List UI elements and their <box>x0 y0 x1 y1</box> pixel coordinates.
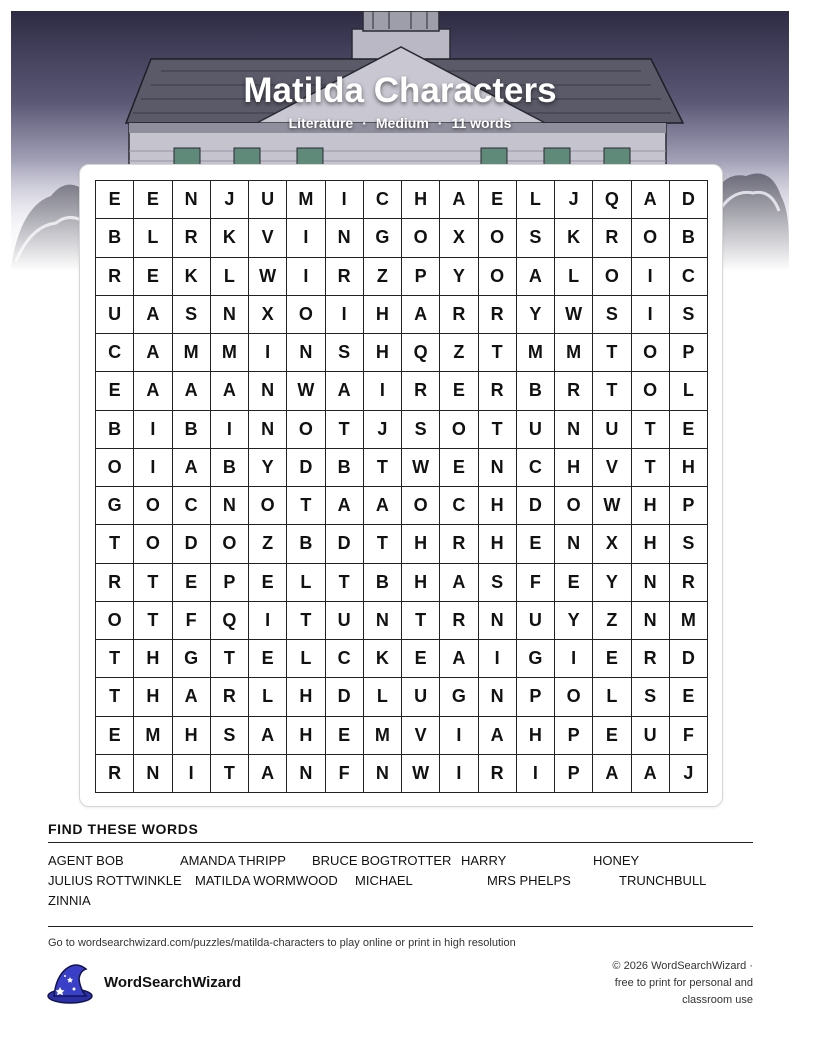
word-list-item: ZINNIA <box>48 893 91 908</box>
page-title: Matilda Characters <box>243 71 557 110</box>
grid-cell[interactable]: H <box>632 525 670 563</box>
grid-cell[interactable]: A <box>364 487 402 525</box>
grid-cell[interactable]: A <box>249 755 287 793</box>
grid-cell[interactable]: G <box>517 640 555 678</box>
grid-cell[interactable]: T <box>211 640 249 678</box>
grid-cell[interactable]: P <box>670 334 708 372</box>
copyright-line: free to print for personal and <box>614 977 753 989</box>
grid-cell[interactable]: F <box>173 602 211 640</box>
grid-cell[interactable]: O <box>555 487 593 525</box>
grid-cell[interactable]: Z <box>440 334 478 372</box>
grid-cell[interactable]: J <box>555 181 593 219</box>
grid-cell[interactable]: M <box>211 334 249 372</box>
grid-cell[interactable]: A <box>249 717 287 755</box>
grid-cell[interactable]: O <box>211 525 249 563</box>
category-label: Literature <box>288 115 354 131</box>
grid-cell[interactable]: R <box>211 678 249 716</box>
grid-cell[interactable]: Y <box>517 296 555 334</box>
grid-cell[interactable]: O <box>287 411 325 449</box>
grid-cell[interactable]: I <box>440 755 478 793</box>
brand-name: WordSearchWizard <box>104 974 242 991</box>
grid-cell[interactable]: F <box>670 717 708 755</box>
grid-cell[interactable]: D <box>670 640 708 678</box>
grid-cell[interactable]: G <box>96 487 134 525</box>
grid-cell[interactable]: S <box>632 678 670 716</box>
grid-cell[interactable]: A <box>173 678 211 716</box>
grid-cell[interactable]: R <box>670 564 708 602</box>
grid-cell[interactable]: P <box>555 755 593 793</box>
grid-cell[interactable]: R <box>96 258 134 296</box>
grid-cell[interactable]: C <box>326 640 364 678</box>
grid-cell[interactable]: E <box>96 372 134 410</box>
grid-cell[interactable]: A <box>134 372 172 410</box>
grid-cell[interactable]: U <box>326 602 364 640</box>
grid-cell[interactable]: G <box>364 219 402 257</box>
grid-cell[interactable]: L <box>517 181 555 219</box>
grid-cell[interactable]: T <box>211 755 249 793</box>
grid-cell[interactable]: N <box>632 602 670 640</box>
grid-cell[interactable]: U <box>517 602 555 640</box>
grid-cell[interactable]: U <box>402 678 440 716</box>
word-list-item: HARRY <box>461 853 507 868</box>
grid-cell[interactable]: I <box>326 181 364 219</box>
grid-cell[interactable]: N <box>249 411 287 449</box>
grid-cell[interactable]: N <box>555 525 593 563</box>
grid-cell[interactable]: E <box>402 640 440 678</box>
grid-cell[interactable]: A <box>632 755 670 793</box>
grid-cell[interactable]: P <box>402 258 440 296</box>
grid-cell[interactable]: O <box>402 487 440 525</box>
grid-cell[interactable]: M <box>173 334 211 372</box>
grid-cell[interactable]: E <box>249 564 287 602</box>
grid-cell[interactable]: O <box>287 296 325 334</box>
grid-cell[interactable]: R <box>440 296 478 334</box>
grid-cell[interactable]: A <box>134 296 172 334</box>
grid-cell[interactable]: I <box>364 372 402 410</box>
grid-cell[interactable]: O <box>593 258 631 296</box>
grid-cell[interactable]: R <box>632 640 670 678</box>
grid-cell[interactable]: U <box>96 296 134 334</box>
grid-cell[interactable]: O <box>134 525 172 563</box>
grid-cell[interactable]: X <box>440 219 478 257</box>
grid-cell[interactable]: H <box>364 296 402 334</box>
meta-separator: · <box>362 115 367 131</box>
grid-cell[interactable]: D <box>326 525 364 563</box>
grid-cell[interactable]: I <box>632 296 670 334</box>
grid-cell[interactable]: I <box>517 755 555 793</box>
grid-cell[interactable]: H <box>364 334 402 372</box>
grid-cell[interactable]: V <box>402 717 440 755</box>
grid-cell[interactable]: D <box>173 525 211 563</box>
play-online-link[interactable]: Go to wordsearchwizard.com/puzzles/matilda-characters to play online or print in high resolution <box>48 937 516 949</box>
grid-cell[interactable]: W <box>249 258 287 296</box>
grid-cell[interactable]: R <box>440 602 478 640</box>
meta-separator: · <box>437 115 443 131</box>
grid-cell[interactable]: C <box>364 181 402 219</box>
grid-cell[interactable]: I <box>479 640 517 678</box>
grid-cell[interactable]: O <box>555 678 593 716</box>
grid-cell[interactable]: O <box>402 219 440 257</box>
grid-cell[interactable]: A <box>173 372 211 410</box>
grid-cell[interactable]: Q <box>402 334 440 372</box>
grid-cell[interactable]: F <box>517 564 555 602</box>
grid-cell[interactable]: B <box>96 411 134 449</box>
grid-cell[interactable]: N <box>632 564 670 602</box>
grid-cell[interactable]: C <box>173 487 211 525</box>
word-list-item: AMANDA THRIPP <box>180 853 286 868</box>
grid-cell[interactable]: M <box>517 334 555 372</box>
grid-cell[interactable]: A <box>440 564 478 602</box>
grid-cell[interactable]: L <box>593 678 631 716</box>
grid-cell[interactable]: H <box>287 678 325 716</box>
grid-cell[interactable]: H <box>134 678 172 716</box>
grid-cell[interactable]: E <box>173 564 211 602</box>
grid-cell[interactable]: S <box>670 296 708 334</box>
grid-cell[interactable]: X <box>593 525 631 563</box>
grid-cell[interactable]: W <box>402 755 440 793</box>
grid-cell[interactable]: O <box>249 487 287 525</box>
grid-cell[interactable]: I <box>249 334 287 372</box>
grid-cell[interactable]: S <box>517 219 555 257</box>
grid-cell[interactable]: E <box>670 678 708 716</box>
word-list-heading: FIND THESE WORDS <box>48 821 199 837</box>
grid-cell[interactable]: L <box>134 219 172 257</box>
grid-cell[interactable]: D <box>517 487 555 525</box>
grid-cell[interactable]: E <box>134 181 172 219</box>
grid-cell[interactable]: J <box>670 755 708 793</box>
grid-cell[interactable]: C <box>517 449 555 487</box>
grid-cell[interactable]: D <box>326 678 364 716</box>
grid-cell[interactable]: T <box>134 602 172 640</box>
grid-cell[interactable]: B <box>211 449 249 487</box>
grid-cell[interactable]: T <box>326 411 364 449</box>
grid-cell[interactable]: R <box>96 755 134 793</box>
grid-cell[interactable]: Y <box>593 564 631 602</box>
grid-cell[interactable]: E <box>96 181 134 219</box>
grid-cell[interactable]: K <box>364 640 402 678</box>
grid-cell[interactable]: T <box>326 564 364 602</box>
grid-cell[interactable]: L <box>555 258 593 296</box>
grid-cell[interactable]: U <box>593 411 631 449</box>
grid-cell[interactable]: U <box>517 411 555 449</box>
grid-cell[interactable]: T <box>364 525 402 563</box>
grid-cell[interactable]: J <box>211 181 249 219</box>
grid-cell[interactable]: A <box>517 258 555 296</box>
copyright-line: © 2026 WordSearchWizard · <box>612 960 753 972</box>
grid-cell[interactable]: H <box>479 525 517 563</box>
grid-cell[interactable]: F <box>326 755 364 793</box>
grid-cell[interactable]: N <box>364 755 402 793</box>
grid-cell[interactable]: R <box>440 525 478 563</box>
grid-cell[interactable]: O <box>440 411 478 449</box>
grid-cell[interactable]: T <box>479 334 517 372</box>
grid-cell[interactable]: L <box>364 678 402 716</box>
word-list-item: HONEY <box>593 853 640 868</box>
grid-cell[interactable]: T <box>364 449 402 487</box>
grid-cell[interactable]: H <box>134 640 172 678</box>
grid-cell[interactable]: R <box>593 219 631 257</box>
grid-cell[interactable]: W <box>287 372 325 410</box>
grid-cell[interactable]: R <box>479 296 517 334</box>
grid-cell[interactable]: N <box>555 411 593 449</box>
grid-cell[interactable]: H <box>287 717 325 755</box>
puzzle-card <box>79 164 723 807</box>
grid-cell[interactable]: T <box>632 411 670 449</box>
grid-cell[interactable]: E <box>593 717 631 755</box>
grid-cell[interactable]: A <box>326 487 364 525</box>
grid-cell[interactable]: H <box>517 717 555 755</box>
grid-cell[interactable]: C <box>440 487 478 525</box>
word-list-item: MICHAEL <box>355 873 413 888</box>
grid-cell[interactable]: V <box>593 449 631 487</box>
grid-cell[interactable]: T <box>134 564 172 602</box>
grid-cell[interactable]: S <box>326 334 364 372</box>
grid-cell[interactable]: U <box>249 181 287 219</box>
divider <box>48 926 753 927</box>
grid-cell[interactable]: R <box>173 219 211 257</box>
grid-cell[interactable]: M <box>287 181 325 219</box>
grid-cell[interactable]: E <box>249 640 287 678</box>
grid-cell[interactable]: K <box>211 219 249 257</box>
word-list-item: MRS PHELPS <box>487 873 571 888</box>
grid-cell[interactable]: T <box>96 525 134 563</box>
grid-cell[interactable]: A <box>440 181 478 219</box>
grid-cell[interactable]: V <box>249 219 287 257</box>
grid-cell[interactable]: H <box>555 449 593 487</box>
grid-cell[interactable]: L <box>287 564 325 602</box>
grid-cell[interactable]: R <box>479 755 517 793</box>
grid-cell[interactable]: M <box>555 334 593 372</box>
grid-cell[interactable]: S <box>173 296 211 334</box>
grid-cell[interactable]: H <box>402 181 440 219</box>
grid-cell[interactable]: K <box>555 219 593 257</box>
grid-cell[interactable]: N <box>211 296 249 334</box>
grid-cell[interactable]: L <box>670 372 708 410</box>
grid-cell[interactable]: O <box>96 602 134 640</box>
grid-cell[interactable]: G <box>173 640 211 678</box>
grid-cell[interactable]: W <box>402 449 440 487</box>
grid-cell[interactable]: P <box>517 678 555 716</box>
grid-cell[interactable]: B <box>517 372 555 410</box>
grid-cell[interactable]: B <box>670 219 708 257</box>
grid-cell[interactable]: A <box>326 372 364 410</box>
grid-cell[interactable]: T <box>96 678 134 716</box>
grid-cell[interactable]: T <box>593 334 631 372</box>
grid-cell[interactable]: P <box>670 487 708 525</box>
grid-cell[interactable]: E <box>670 411 708 449</box>
copyright-notice <box>563 958 753 1009</box>
grid-cell[interactable]: Z <box>364 258 402 296</box>
grid-cell[interactable]: N <box>287 334 325 372</box>
grid-cell[interactable]: I <box>211 411 249 449</box>
grid-cell[interactable]: B <box>364 564 402 602</box>
grid-cell[interactable]: E <box>96 717 134 755</box>
grid-cell[interactable]: T <box>632 449 670 487</box>
grid-cell[interactable]: N <box>479 678 517 716</box>
grid-cell[interactable]: H <box>402 564 440 602</box>
grid-cell[interactable]: O <box>632 372 670 410</box>
grid-cell[interactable]: H <box>402 525 440 563</box>
grid-cell[interactable]: L <box>287 640 325 678</box>
grid-cell[interactable]: A <box>593 755 631 793</box>
grid-cell[interactable]: N <box>211 487 249 525</box>
grid-cell[interactable]: M <box>670 602 708 640</box>
grid-cell[interactable]: I <box>632 258 670 296</box>
grid-cell[interactable]: A <box>440 640 478 678</box>
grid-cell[interactable]: N <box>326 219 364 257</box>
grid-cell[interactable]: Y <box>249 449 287 487</box>
grid-cell[interactable]: U <box>632 717 670 755</box>
grid-cell[interactable]: P <box>555 717 593 755</box>
grid-cell[interactable]: C <box>96 334 134 372</box>
grid-cell[interactable]: Q <box>593 181 631 219</box>
grid-cell[interactable]: S <box>593 296 631 334</box>
grid-cell[interactable]: E <box>440 372 478 410</box>
grid-cell[interactable]: T <box>479 411 517 449</box>
grid-cell[interactable]: O <box>96 449 134 487</box>
word-list-item: JULIUS ROTTWINKLE <box>48 873 182 888</box>
grid-cell[interactable]: B <box>96 219 134 257</box>
grid-cell[interactable]: T <box>287 602 325 640</box>
grid-cell[interactable]: N <box>134 755 172 793</box>
grid-cell[interactable]: Z <box>249 525 287 563</box>
grid-cell[interactable]: T <box>287 487 325 525</box>
grid-cell[interactable]: Y <box>440 258 478 296</box>
grid-cell[interactable]: B <box>326 449 364 487</box>
word-list-item: BRUCE BOGTROTTER <box>312 853 452 868</box>
grid-cell[interactable]: R <box>479 372 517 410</box>
grid-cell[interactable]: M <box>134 717 172 755</box>
grid-cell[interactable]: A <box>479 717 517 755</box>
grid-cell[interactable]: O <box>632 219 670 257</box>
grid-cell[interactable]: E <box>440 449 478 487</box>
grid-cell[interactable]: K <box>173 258 211 296</box>
grid-cell[interactable]: H <box>670 449 708 487</box>
grid-cell[interactable]: A <box>134 334 172 372</box>
difficulty-label: Medium <box>375 115 429 131</box>
grid-cell[interactable]: N <box>364 602 402 640</box>
grid-cell[interactable]: R <box>96 564 134 602</box>
grid-cell[interactable]: L <box>249 678 287 716</box>
grid-cell[interactable]: P <box>211 564 249 602</box>
grid-cell[interactable]: E <box>555 564 593 602</box>
grid-cell[interactable]: X <box>249 296 287 334</box>
grid-cell[interactable]: I <box>287 258 325 296</box>
grid-cell[interactable]: I <box>173 755 211 793</box>
word-list-item: MATILDA WORMWOOD <box>195 873 338 888</box>
grid-cell[interactable]: W <box>555 296 593 334</box>
grid-cell[interactable]: C <box>670 258 708 296</box>
grid-cell[interactable]: M <box>364 717 402 755</box>
grid-cell[interactable]: O <box>479 258 517 296</box>
grid-cell[interactable]: A <box>632 181 670 219</box>
grid-cell[interactable]: R <box>402 372 440 410</box>
grid-cell[interactable]: E <box>517 525 555 563</box>
grid-cell[interactable]: Q <box>211 602 249 640</box>
wizard-hat-icon <box>46 963 94 1010</box>
grid-cell[interactable]: O <box>632 334 670 372</box>
grid-cell[interactable]: E <box>593 640 631 678</box>
grid-cell[interactable]: E <box>479 181 517 219</box>
grid-cell[interactable]: I <box>134 449 172 487</box>
grid-cell[interactable]: A <box>173 449 211 487</box>
grid-cell[interactable]: D <box>287 449 325 487</box>
grid-cell[interactable]: L <box>211 258 249 296</box>
grid-cell[interactable]: H <box>479 487 517 525</box>
grid-cell[interactable]: A <box>211 372 249 410</box>
grid-cell[interactable]: N <box>249 372 287 410</box>
grid-cell[interactable]: T <box>593 372 631 410</box>
grid-cell[interactable]: N <box>479 602 517 640</box>
letter-grid[interactable] <box>95 180 708 793</box>
grid-cell[interactable]: E <box>134 258 172 296</box>
grid-cell[interactable]: J <box>364 411 402 449</box>
grid-cell[interactable]: T <box>402 602 440 640</box>
grid-cell[interactable]: W <box>593 487 631 525</box>
grid-cell[interactable]: H <box>632 487 670 525</box>
grid-cell[interactable]: H <box>173 717 211 755</box>
grid-cell[interactable]: I <box>287 219 325 257</box>
grid-cell[interactable]: B <box>287 525 325 563</box>
grid-cell[interactable]: R <box>555 372 593 410</box>
grid-cell[interactable]: O <box>479 219 517 257</box>
grid-cell[interactable]: A <box>402 296 440 334</box>
word-list-item: TRUNCHBULL <box>619 873 707 888</box>
grid-cell[interactable]: N <box>479 449 517 487</box>
grid-cell[interactable]: S <box>670 525 708 563</box>
grid-cell[interactable]: S <box>211 717 249 755</box>
copyright-line: classroom use <box>682 994 753 1006</box>
grid-cell[interactable]: Y <box>555 602 593 640</box>
grid-cell[interactable]: G <box>440 678 478 716</box>
grid-cell[interactable]: N <box>173 181 211 219</box>
word-count-label: 11 words <box>451 115 512 131</box>
grid-cell[interactable]: S <box>479 564 517 602</box>
grid-cell[interactable]: S <box>402 411 440 449</box>
grid-cell[interactable]: E <box>326 717 364 755</box>
grid-cell[interactable]: O <box>134 487 172 525</box>
grid-cell[interactable]: N <box>287 755 325 793</box>
grid-cell[interactable]: I <box>249 602 287 640</box>
grid-cell[interactable]: D <box>670 181 708 219</box>
word-list-item: AGENT BOB <box>48 853 124 868</box>
grid-cell[interactable]: I <box>134 411 172 449</box>
grid-cell[interactable]: R <box>326 258 364 296</box>
grid-cell[interactable]: B <box>173 411 211 449</box>
divider <box>48 842 753 843</box>
grid-cell[interactable]: I <box>440 717 478 755</box>
grid-cell[interactable]: T <box>96 640 134 678</box>
grid-cell[interactable]: I <box>326 296 364 334</box>
grid-cell[interactable]: I <box>555 640 593 678</box>
grid-cell[interactable]: Z <box>593 602 631 640</box>
puzzle-meta <box>11 115 789 131</box>
